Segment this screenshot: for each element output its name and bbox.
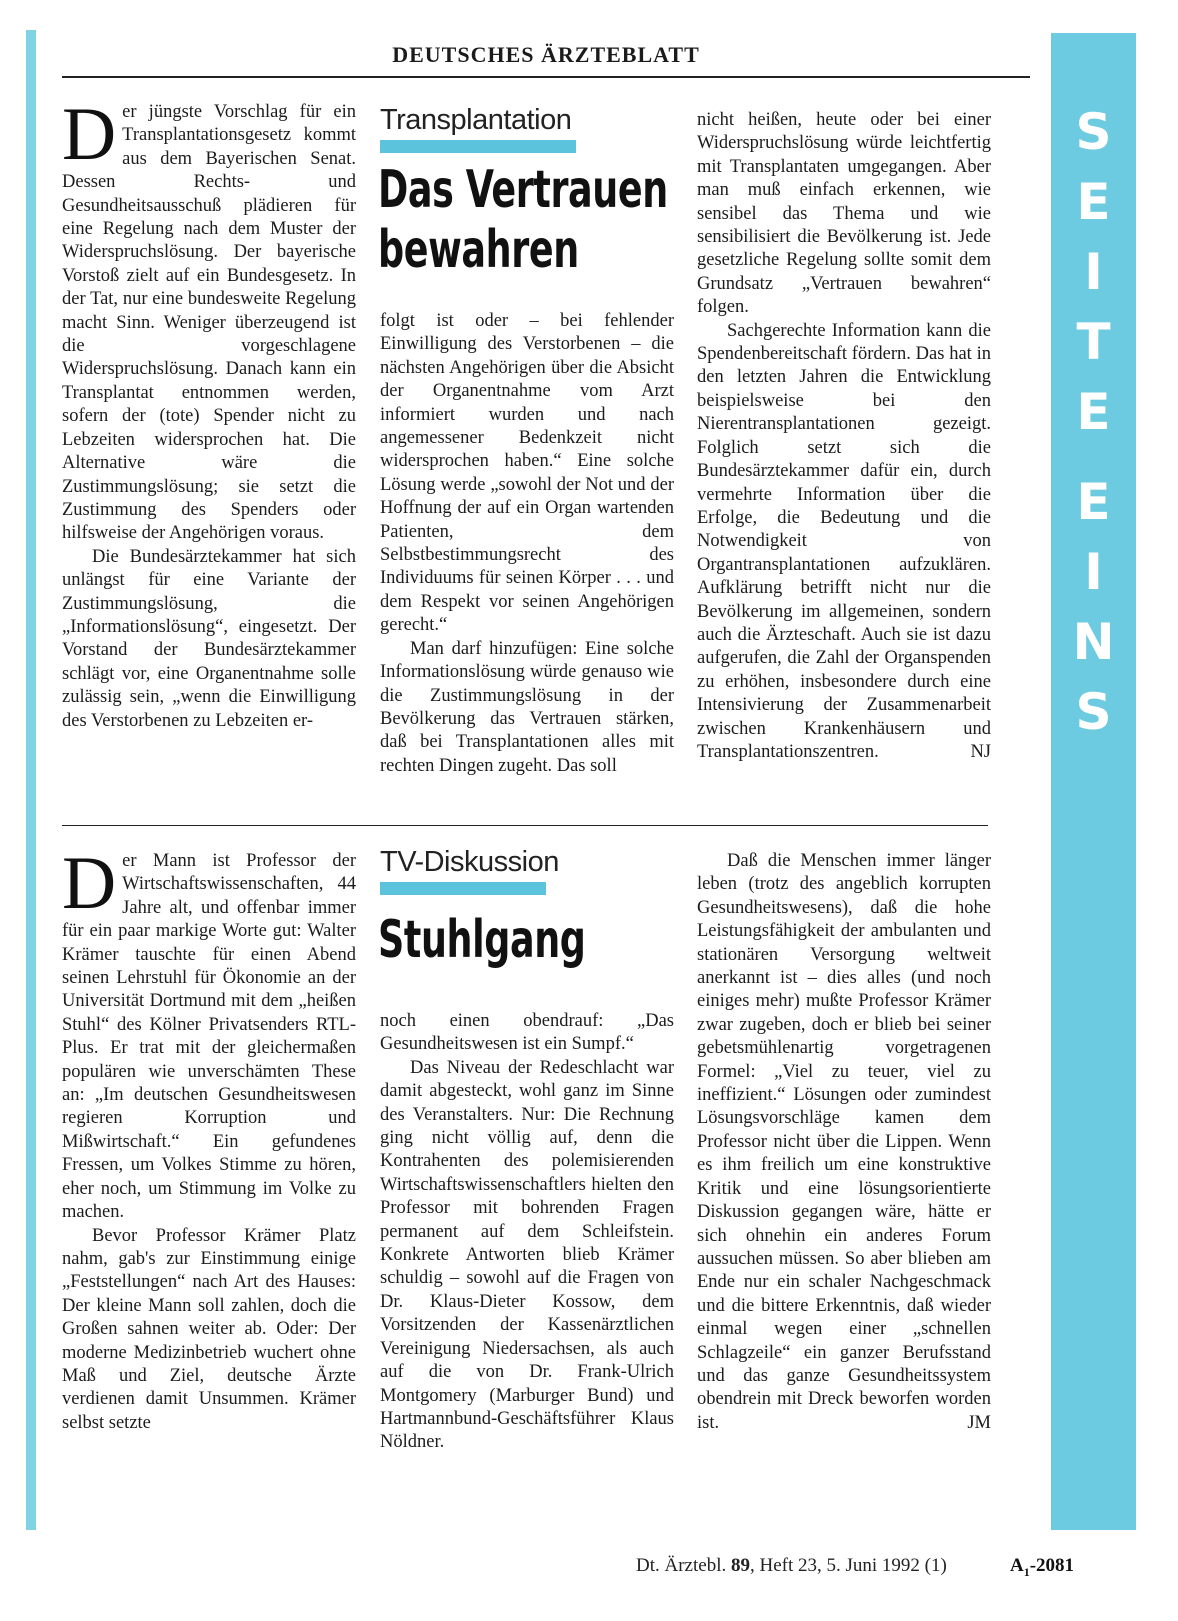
article2-column-3: [697, 850, 991, 1435]
article1-paragraph: folgt ist oder – bei fehlender Einwilligung des Verstorbenen – die nächsten Angehörigen über die Absicht der Organentnahme vom Arzt informiert wurden und nach angemessener Bedenkzeit nicht widersprochen haben.“ Eine solche Lösung werde „sowohl der Not und der Hoffnung der auf ein Organ wartenden Patienten, dem Selbstbestimmungsrecht des Individuums für seinen Körper . . . und dem Respekt vor seinen Angehörigen gerecht.“: [380, 311, 674, 636]
masthead-rule: [62, 76, 1030, 78]
article2-kicker-bar: [380, 882, 546, 895]
article2-column-1: [62, 842, 356, 1435]
page-sub: 1: [1023, 1564, 1030, 1579]
article1-paragraph: Die Bundesärztekammer hat sich unlängst für eine Variante der Zustimmungslösung, die „Informationslösung“, eingesetzt. Der Vorstand der Bundesärztekammer schlägt vor, eine Organentnahme solle zulässig sein, „wenn die Einwilligung des Verstorbenen zu Lebzeiten er-: [62, 546, 356, 731]
article2-paragraph: Daß die Menschen immer länger leben (trotz des angeblich korrupten Gesundheitswesens), daß die hohe Leistungsfähigkeit der ambulanten und stationären Versorgung weltweit anerkannt ist – dies alles (und noch einiges mehr) mußte Professor Krämer zwar zugeben, doch er blieb bei seiner gebetsmühlenartig vorgetragenen Formel: „Viel zu teuer, viel zu ineffizient.“ Lösungen oder zumindest Lösungsvorschläge kamen dem Professor nicht über die Lippen. Wenn es ihm freilich um eine konstruktive Kritik und eine lösungsorientierte Diskussion gegangen wäre, hätte er sich ohnehin ein anderes Forum aussuchen müssen. So aber blieben am Ende nur ein schaler Nachgeschmack und die bittere Erkenntnis, daß wieder einmal wegen einer „schnellen Schlagzeile“ ein ganzer Berufsstand und das ganze Gesundheitssystem obendrein mit Dreck beworfen worden ist.: [697, 851, 991, 1433]
page-number: [1010, 1555, 1074, 1580]
article1-column-1: [62, 93, 356, 733]
side-label-letter: E: [1076, 473, 1111, 531]
article-separator-rule: [62, 825, 988, 826]
article1-kicker: Transplantation: [380, 104, 572, 136]
side-label-letter: N: [1072, 613, 1115, 671]
page-prefix: A: [1010, 1555, 1024, 1576]
article2-signature: JM: [967, 1412, 991, 1433]
article1-headline-line1: Das Vertrauen: [378, 160, 668, 220]
side-label-letter: S: [1075, 683, 1112, 741]
footer-issue-date: , Heft 23, 5. Juni 1992 (1): [749, 1555, 947, 1576]
article2-dropcap: D: [62, 842, 117, 925]
article2-paragraph: Das Niveau der Redeschlacht war damit abgesteckt, wohl ganz im Sinne des Veranstalters. Nur: Die Rechnung ging nicht völlig auf, denn die Kontrahenten des polemisierenden Wirtschaftswissenschaftlers hielten den Professor mit bohrenden Fragen permanent auf dem Schleifstein. Konkrete Antworten blieb Krämer schuldig – sowohl auf die Fragen von Dr. Klaus-Dieter Kossow, dem Vorsitzenden der Kassenärztlichen Vereinigung Niedersachsen, als auch auf die von Dr. Frank-Ulrich Montgomery (Marburger Bund) und Hartmannbund-Geschäftsführer Klaus Nöldner.: [380, 1057, 674, 1453]
footer-volume: 89: [730, 1555, 750, 1576]
page-number-value: -2081: [1029, 1555, 1075, 1576]
article1-column-2: [380, 310, 674, 778]
side-label-letter: I: [1084, 243, 1103, 301]
side-label-letter: S: [1075, 103, 1112, 161]
article2-kicker: TV-Diskussion: [380, 846, 559, 878]
article2-paragraph: er Mann ist Professor der Wirtschaftswissenschaften, 44 Jahre alt, und offenbar immer für ein paar markige Worte gut: Walter Krämer tauschte für einen Abend seinen Lehrstuhl für Ökonomie an der Universität Dortmund mit dem „heißen Stuhl“ des Kölner Privatsenders RTL-Plus. Er trat mit der gleichermaßen populären wie unverschämten These an: „Im deutschen Gesundheitswesen regieren Korruption und Mißwirtschaft.“ Ein gefundenes Fressen, um Volkes Stimme zu hören, eher noch, um Stimmung im Volke zu machen.: [62, 851, 356, 1223]
article1-paragraph: Man darf hinzufügen: Eine solche Informationslösung würde genauso wie die Zustimmungslösung in der Bevölkerung das Vertrauen stärken, daß bei Transplantationen alles mit rechten Dingen zugeht. Das soll: [380, 638, 674, 776]
article1-headline-line2: bewahren: [378, 220, 579, 280]
left-accent-strip: [26, 30, 36, 1530]
masthead: DEUTSCHES ÄRZTEBLATT: [392, 42, 700, 67]
side-label-letter: T: [1076, 313, 1111, 371]
article1-paragraph: nicht heißen, heute oder bei einer Widerspruchslösung würde leichtfertig mit Transplantaten umgegangen. Aber man muß einfach erkennen, wie sensibel das Thema und wie sensibilisiert die Bevölkerung ist. Jede gesetzliche Regelung sollte somit dem Grundsatz „Vertrauen bewahren“ folgen.: [697, 110, 991, 318]
footer-journal: Dt. Ärztebl.: [636, 1555, 727, 1576]
article1-paragraph: Sachgerechte Information kann die Spendenbereitschaft fördern. Das hat in den letzten Jahren die Entwicklung beispielsweise bei den Nierentransplantationen gezeigt. Folglich setzt sich die Bundesärztekammer dafür ein, durch vermehrte Information über die Erfolge, die Bedeutung und die Notwendigkeit von Organtransplantationen aufzuklären. Aufklärung betrifft nicht nur die Bevölkerung im allgemeinen, sondern auch die Ärzteschaft. Auch sie ist dazu aufgerufen, die Zahl der Organspenden zu erhöhen, insbesondere durch eine Intensivierung der Zusammenarbeit zwischen Krankenhäusern und Transplantationszentren.: [697, 320, 991, 762]
article1-kicker-bar: [380, 140, 576, 153]
article2-headline: Stuhlgang: [378, 910, 586, 970]
article2-paragraph: noch einen obendrauf: „Das Gesundheitswesen ist ein Sumpf.“: [380, 1011, 674, 1055]
article1-dropcap: D: [62, 93, 117, 176]
article1-paragraph: er jüngste Vorschlag für ein Transplantationsgesetz kommt aus dem Bayerischen Senat. Dessen Rechts- und Gesundheitsausschuß plädieren für eine Regelung nach dem Muster der Widerspruchslösung. Der bayerische Vorstoß zielt auf ein Bundesgesetz. In der Tat, nur eine bundesweite Regelung macht Sinn. Weniger überzeugend ist die vorgeschlagene Widerspruchslösung. Danach kann ein Transplantat entnommen werden, sofern der (tote) Spender nicht zu Lebzeiten widersprochen hat. Die Alternative wäre die Zustimmungslösung; sie setzt die Zustimmung des Spenders oder hilfsweise der Angehörigen voraus.: [62, 102, 356, 544]
side-label-letter: E: [1076, 173, 1111, 231]
side-label-letter: E: [1076, 383, 1111, 441]
article1-column-3: [697, 109, 991, 764]
article1-signature: NJ: [970, 741, 991, 762]
article2-paragraph: Bevor Professor Krämer Platz nahm, gab's zur Einstimmung einige „Feststellungen“ nach Art des Hauses: Der kleine Mann soll zahlen, doch die Großen sahnen weiter ab. Oder: Der moderne Medizinbetrieb wuchert ohne Maß und Ziel, deutsche Ärzte verdienen damit Unsummen. Krämer selbst setzte: [62, 1225, 356, 1433]
footer-citation: [636, 1555, 947, 1577]
side-label-letter: I: [1084, 543, 1103, 601]
article2-column-2: [380, 1010, 674, 1455]
